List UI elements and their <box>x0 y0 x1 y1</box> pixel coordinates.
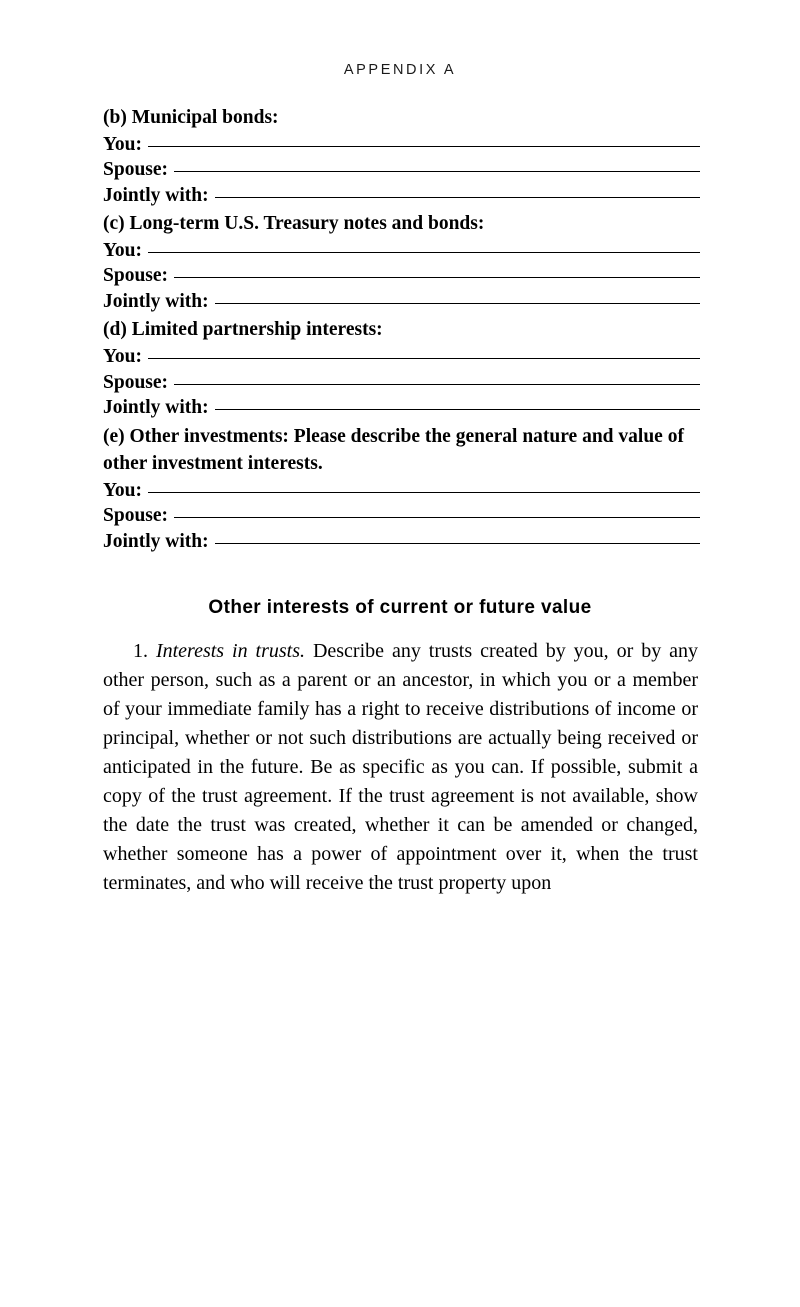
field-input-line[interactable] <box>174 171 700 172</box>
field-label: Jointly with: <box>103 184 209 206</box>
field-label: You: <box>103 479 143 501</box>
page-content <box>100 78 700 898</box>
field-input-line[interactable] <box>215 303 700 304</box>
field-label: Jointly with: <box>103 290 209 312</box>
field-input-line[interactable] <box>148 146 700 147</box>
field-row-spouse[interactable] <box>100 159 700 181</box>
field-label: You: <box>103 133 143 155</box>
paragraph-lead-italic: Interests in trusts. <box>155 639 305 662</box>
form-item-heading: (d) Limited partnership interests: <box>103 319 383 341</box>
field-input-line[interactable] <box>148 252 700 253</box>
document-page <box>0 62 800 1307</box>
form-item-heading: (b) Municipal bonds: <box>103 107 279 128</box>
field-row-jointly-with[interactable] <box>100 531 700 553</box>
section-title: Other interests of current or future value <box>208 596 592 618</box>
field-input-line[interactable] <box>215 543 700 544</box>
field-input-line[interactable] <box>215 197 700 198</box>
field-input-line[interactable] <box>148 358 700 359</box>
field-input-line[interactable] <box>215 409 700 410</box>
field-row-you[interactable] <box>100 240 700 262</box>
field-label: You: <box>103 239 143 261</box>
field-row-jointly-with[interactable] <box>100 291 700 313</box>
field-row-spouse[interactable] <box>100 372 700 394</box>
field-label: You: <box>103 346 143 368</box>
form-item-c <box>100 210 700 313</box>
running-head: APPENDIX A <box>343 62 457 78</box>
field-label: Spouse: <box>103 265 169 287</box>
field-label: Jointly with: <box>103 530 209 552</box>
field-label: Spouse: <box>103 159 169 181</box>
field-input-line[interactable] <box>174 517 700 518</box>
field-row-you[interactable] <box>100 134 700 156</box>
field-row-spouse[interactable] <box>100 505 700 527</box>
field-label: Jointly with: <box>103 397 209 419</box>
form-item-b <box>100 104 700 207</box>
field-input-line[interactable] <box>174 384 700 385</box>
paragraph-number: 1. <box>133 639 148 662</box>
field-row-you[interactable] <box>100 480 700 502</box>
form-item-heading: (e) Other investments: Please describe the general nature and value of other investment interests. <box>103 425 684 475</box>
field-label: Spouse: <box>103 505 169 527</box>
field-row-jointly-with[interactable] <box>100 185 700 207</box>
paragraph-interests-in-trusts <box>100 637 700 898</box>
paragraph-text: Describe any trusts created by you, or by any other person, such as a parent or an ancestor, in which you or a member of your immediate family has a right to receive distributions of income or principal, whether or not such distributions are actually being received or anticipated in the future. Be as specific as you can. If possible, submit a copy of the trust agreement. If the trust agreement is not available, show the date the trust was created, whether it can be amended or changed, whether someone has a power of appointment over it, when the trust terminates, and who will receive the trust property upon <box>103 639 699 894</box>
field-label: Spouse: <box>103 371 169 393</box>
field-row-jointly-with[interactable] <box>100 397 700 419</box>
field-row-you[interactable] <box>100 346 700 368</box>
form-item-e <box>100 423 700 553</box>
field-input-line[interactable] <box>174 277 700 278</box>
form-item-heading: (c) Long-term U.S. Treasury notes and bonds: <box>103 213 485 235</box>
field-input-line[interactable] <box>148 492 700 493</box>
form-item-d <box>100 316 700 419</box>
field-row-spouse[interactable] <box>100 265 700 287</box>
